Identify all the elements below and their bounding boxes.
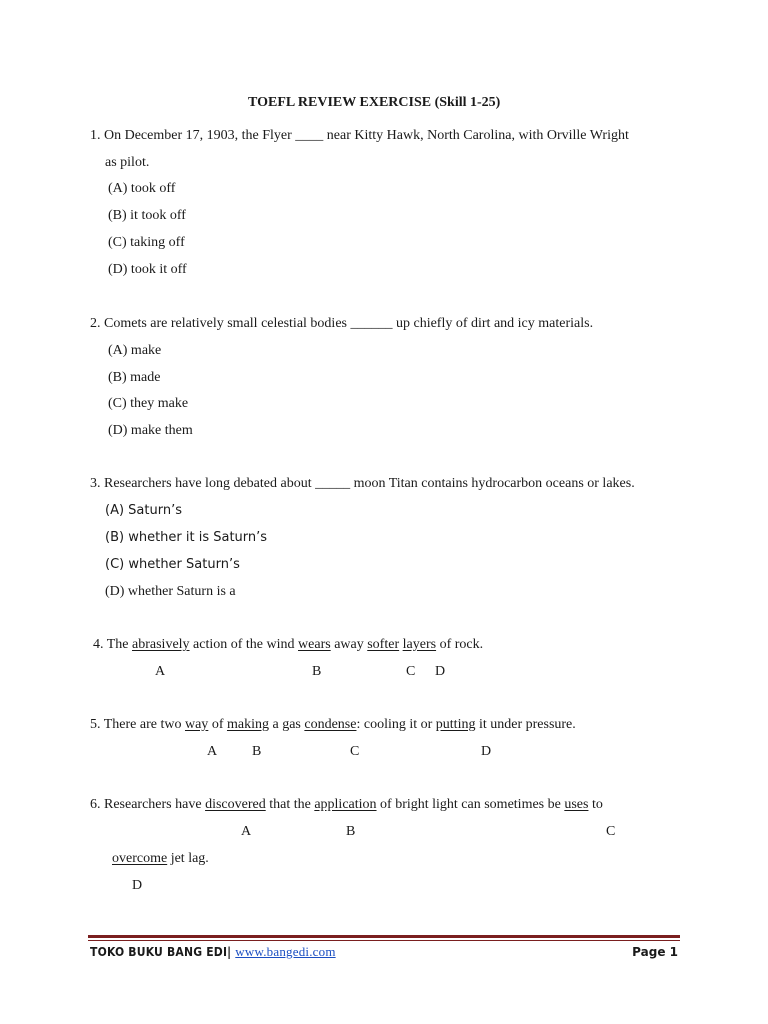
question-3-stem: 3. Researchers have long debated about _____ moon Titan contains hydrocarbon oceans or lakes.	[90, 476, 635, 491]
page-number: Page 1	[632, 945, 678, 959]
footer-rule	[88, 935, 680, 938]
question-5-underline-a: way	[184, 717, 209, 732]
question-2-stem: 2. Comets are relatively small celestial bodies ______ up chiefly of dirt and icy materials.	[90, 316, 594, 331]
question-1-option-c: (C) taking off	[108, 235, 185, 250]
question-6-letter-a: A	[241, 824, 252, 839]
question-5-underline-b: making	[226, 717, 269, 732]
question-4-underline-a: abrasively	[132, 637, 190, 652]
page-title: TOEFL REVIEW EXERCISE (Skill 1-25)	[248, 95, 501, 110]
question-6-underline-d: overcome	[112, 851, 168, 866]
question-1-option-a: (A) took off	[108, 181, 176, 196]
question-3-option-c: (C) whether Saturn’s	[105, 557, 240, 572]
question-6-letter-c: C	[606, 824, 616, 839]
question-3-option-d: (D) whether Saturn is a	[105, 584, 236, 599]
question-6-stem: 6. Researchers have discovered that the application of bright light can sometimes be uses to	[90, 797, 603, 812]
question-4-letter-a: A	[155, 664, 166, 679]
question-4-underline-d: layers	[402, 637, 437, 652]
question-4-underline-c: softer	[367, 637, 400, 652]
question-4-stem: 4. The abrasively action of the wind wears away softer layers of rock.	[93, 637, 484, 652]
question-5-letter-b: B	[252, 744, 262, 759]
question-6-underline-b: application	[314, 797, 377, 812]
question-1-stem: 1. On December 17, 1903, the Flyer ____ near Kitty Hawk, North Carolina, with Orville Wright	[90, 128, 629, 143]
question-3-option-a: (A) Saturn’s	[105, 503, 182, 518]
question-6-stem-cont: overcome jet lag.	[112, 851, 209, 866]
footer-publisher	[90, 944, 336, 960]
question-4-underline-b: wears	[298, 637, 331, 652]
question-6-underline-a: discovered	[205, 797, 266, 812]
question-1-stem-cont: as pilot.	[105, 155, 150, 170]
question-5-stem: 5. There are two way of making a gas condense: cooling it or putting it under pressure.	[90, 717, 576, 732]
footer-rule-thin	[88, 940, 680, 941]
question-6-letter-b: B	[346, 824, 356, 839]
question-4-letter-d: D	[435, 664, 446, 679]
question-2-option-d: (D) make them	[108, 423, 193, 438]
question-5-letter-c: C	[350, 744, 360, 759]
question-1-option-d: (D) took it off	[108, 262, 187, 277]
question-2-option-b: (B) made	[108, 370, 161, 385]
question-5-letter-d: D	[481, 744, 492, 759]
question-4-letter-b: B	[312, 664, 322, 679]
question-1-option-b: (B) it took off	[108, 208, 186, 223]
question-6-underline-c: uses	[564, 797, 589, 812]
question-2-option-c: (C) they make	[108, 396, 189, 411]
footer-publisher-name: TOKO BUKU BANG EDI|	[90, 945, 232, 959]
question-5-underline-d: putting	[435, 717, 476, 732]
question-5-letter-a: A	[207, 744, 218, 759]
question-5-underline-c: condense	[304, 717, 357, 732]
footer-website-link[interactable]: www.bangedi.com	[235, 944, 336, 959]
question-2-option-a: (A) make	[108, 343, 162, 358]
question-6-letter-d: D	[132, 878, 143, 893]
question-4-letter-c: C	[406, 664, 416, 679]
question-3-option-b: (B) whether it is Saturn’s	[105, 530, 268, 545]
